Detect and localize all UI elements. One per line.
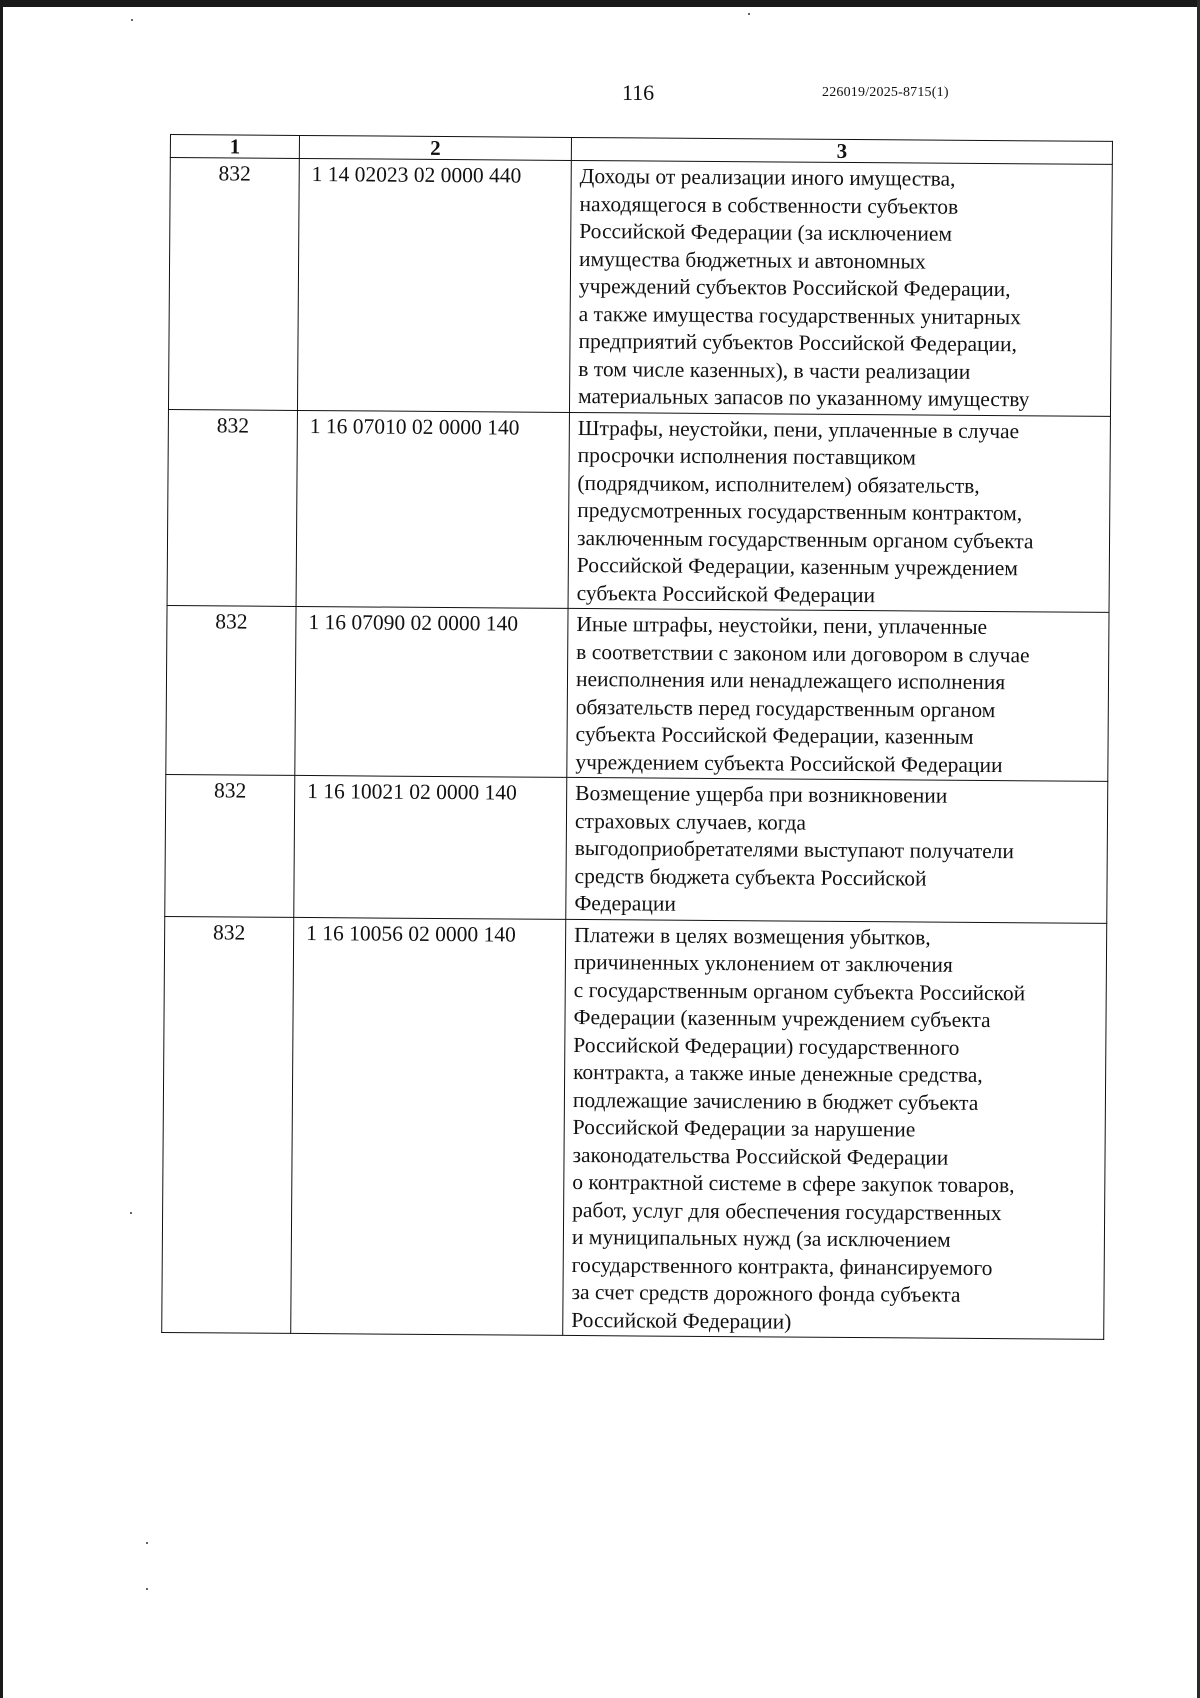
description-cell [568, 412, 1110, 612]
admin-code-cell: 832 [162, 916, 294, 1333]
admin-code-cell: 832 [166, 605, 296, 775]
description-line: неисполнения или ненадлежащего исполнения [575, 666, 1006, 695]
description-line: в том числе казенных), в части реализации [578, 356, 971, 384]
description-line: Штрафы, неустойки, пени, уплаченные в случае [577, 415, 1020, 443]
admin-code-cell: 832 [165, 774, 295, 916]
budget-classification-code-cell: 1 16 07010 02 0000 140 [296, 410, 569, 608]
description-line: заключенным государственным органом субъекта [576, 525, 1034, 553]
description-line: субъекта Российской Федерации [576, 580, 876, 607]
table-row [165, 774, 1108, 922]
description-line: просрочки исполнения поставщиком [577, 442, 917, 470]
budget-classification-code-cell: 1 14 02023 02 0000 440 [297, 158, 571, 411]
description-line: с государственным органом субъекта Российской [573, 977, 1026, 1005]
table-row [168, 158, 1112, 416]
description-line: за счет средств дорожного фонда субъекта [571, 1279, 961, 1307]
column-header-2: 2 [299, 135, 571, 160]
description-line: контракта, а также иные денежные средства, [573, 1059, 983, 1087]
description-line: Доходы от реализации иного имущества, [579, 164, 956, 191]
description-line: предусмотренных государственным контрактом, [577, 497, 1023, 526]
budget-codes-table-wrapper [161, 134, 1112, 1340]
description-line: работ, услуг для обеспечения государственных [572, 1197, 1002, 1225]
table-row [162, 916, 1107, 1339]
description-line: в соответствии с законом или договором в случае [576, 639, 1030, 667]
description-line: государственного контракта, финансируемого [571, 1252, 993, 1280]
description-line: Возмещение ущерба при возникновении [575, 780, 948, 808]
admin-code-cell: 832 [167, 409, 297, 606]
description-line: Российской Федерации (за исключением [579, 219, 953, 246]
description-cell [566, 777, 1108, 922]
table-row [166, 605, 1109, 781]
description-line: Федерации [574, 890, 677, 916]
description-line: учреждений субъектов Российской Федерации, [578, 274, 1011, 302]
scan-border-top [0, 0, 1200, 7]
description-line: Российской Федерации, казенным учреждением [576, 552, 1019, 581]
scan-speck [131, 19, 133, 21]
description-cell [567, 608, 1109, 781]
description-line: Федерации (казенным учреждением субъекта [573, 1004, 991, 1033]
document-reference: 226019/2025-8715(1) [822, 85, 949, 100]
description-line: страховых случаев, когда [574, 808, 807, 835]
column-header-1: 1 [170, 135, 299, 159]
scan-speck [146, 1542, 148, 1544]
description-line: подлежащие зачислению в бюджет субъекта [572, 1087, 979, 1115]
description-line: учреждением субъекта Российской Федерации [575, 749, 1003, 777]
description-cell [569, 160, 1112, 415]
description-line: о контрактной системе в сфере закупок товаров, [572, 1169, 1015, 1198]
description-line: Платежи в целях возмещения убытков, [574, 922, 931, 950]
description-line: Иные штрафы, неустойки, пени, уплаченные [576, 611, 988, 640]
scan-speck [748, 13, 750, 15]
description-line: Российской Федерации) [571, 1307, 792, 1334]
description-line: обязательств перед государственным органом [575, 694, 996, 722]
budget-classification-code-cell: 1 16 07090 02 0000 140 [295, 606, 568, 777]
description-line: (подрядчиком, исполнителем) обязательств, [577, 470, 980, 498]
description-line: причиненных уклонением от заключения [573, 949, 953, 977]
description-line: средств бюджета субъекта Российской [574, 863, 927, 891]
budget-classification-code-cell: 1 16 10021 02 0000 140 [294, 775, 567, 918]
scan-border-left [0, 0, 3, 1698]
description-line: находящегося в собственности субъектов [579, 191, 959, 219]
description-line: субъекта Российской Федерации, казенным [575, 721, 974, 749]
budget-codes-table [161, 134, 1113, 1340]
description-line: законодательства Российской Федерации [572, 1142, 949, 1170]
description-line: выгодоприобретателями выступают получатели [574, 835, 1015, 864]
scan-speck [146, 1588, 148, 1590]
description-line: материальных запасов по указанному имуществу [578, 383, 1030, 412]
description-line: имущества бюджетных и автономных [579, 246, 926, 274]
table-row [167, 409, 1110, 612]
description-line: и муниципальных нужд (за исключением [571, 1224, 951, 1252]
table-body [162, 158, 1113, 1340]
description-line: Российской Федерации за нарушение [572, 1114, 916, 1142]
page-number: 116 [622, 80, 655, 105]
admin-code-cell: 832 [168, 158, 299, 410]
budget-classification-code-cell: 1 16 10056 02 0000 140 [291, 917, 566, 1335]
description-line: а также имущества государственных унитарных [578, 301, 1022, 329]
scan-speck [130, 1212, 132, 1214]
description-line: Российской Федерации) государственного [573, 1032, 960, 1060]
description-cell [563, 919, 1107, 1339]
column-header-3: 3 [571, 137, 1112, 164]
description-line: предприятий субъектов Российской Федерации, [578, 329, 1018, 357]
